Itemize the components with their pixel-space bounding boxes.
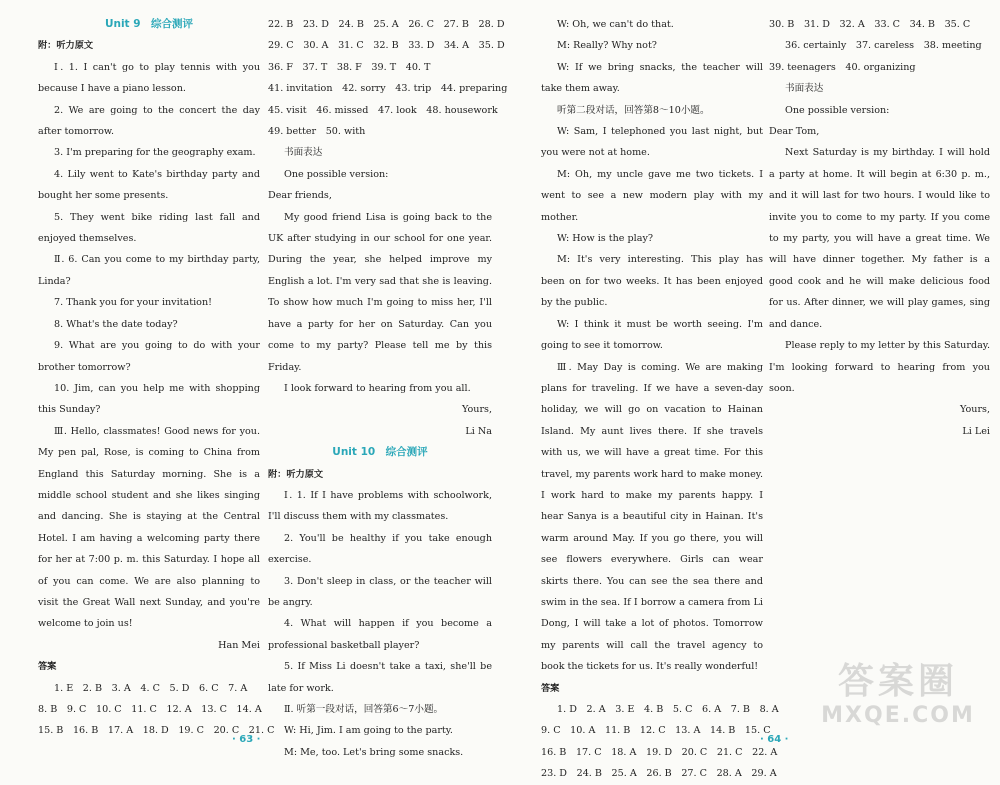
- unit10-title: Unit 10 综合测评: [332, 446, 428, 459]
- letter-yours: Yours,: [461, 404, 492, 416]
- u10-s2-intro: 听第二段对话，回答第8～10小题。: [557, 104, 710, 116]
- answer-row: 29. C 30. A 31. C 32. B 33. D 34. A 35. D: [268, 40, 505, 52]
- watermark-cn: 答案圈: [837, 661, 958, 702]
- answer-row: 39. teenagers 40. organizing: [769, 61, 916, 73]
- writing-heading: 书面表达: [785, 83, 824, 95]
- letter-closing-line: I look forward to hearing from you all.: [284, 382, 471, 394]
- u9-s3-signature: Han Mei: [218, 639, 260, 651]
- answer-row: 36. F 37. T 38. F 39. T 40. T: [268, 61, 431, 73]
- u9-s2-item: Ⅱ. 6. Can you come to my birthday party, Linda?: [38, 254, 260, 287]
- dialogue-line: M: Really? Why not?: [557, 40, 657, 52]
- u9-s2-item: 10. Jim, can you help me with shopping this Sunday?: [38, 382, 260, 416]
- u10-s1-item: 3. Don't sleep in class, or the teacher will be angry.: [268, 575, 492, 608]
- dialogue-line: W: Oh, we can't do that.: [557, 19, 674, 30]
- answer-row: 36. certainly 37. careless 38. meeting: [785, 40, 982, 52]
- letter-signature: Li Na: [465, 425, 492, 437]
- answer-row: 22. B 23. D 24. B 25. A 26. C 27. B 28. D: [268, 19, 505, 30]
- u10-s1-item: 2. You'll be healthy if you take enough exercise.: [268, 532, 492, 566]
- left-page-column-2: [268, 14, 508, 763]
- letter-body: My good friend Lisa is going back to the UK after studying in our school for one year. During the year, she helped improve my English a lot. I'm very sad that she is leaving. To show how much I'm going to miss her, I'll have a party for her on Saturday. Can you come to my party? Please tell me by this Friday.: [268, 211, 492, 373]
- dialogue-line: W: How is the play?: [557, 233, 654, 245]
- answer-row: 15. B 16. B 17. A 18. D 19. C 20. C 21. C: [38, 725, 275, 737]
- letter-greeting: Dear friends,: [268, 190, 332, 202]
- page-number-right: · 64 ·: [760, 734, 789, 745]
- letter-greeting: Dear Tom,: [769, 126, 820, 138]
- watermark-logo: [808, 661, 988, 741]
- dialogue-line: M: It's very interesting. This play has been on for two weeks. It has been enjoyed by the public.: [541, 254, 763, 309]
- answer-row: 23. D 24. B 25. A 26. B 27. C 28. A 29. A: [541, 768, 777, 780]
- dialogue-line: W: Sam, I telephoned you last night, but you were not at home.: [541, 126, 763, 159]
- u10-s1-item: 4. What will happen if you become a professional basketball player?: [268, 618, 492, 651]
- u10-s2-intro: Ⅱ. 听第一段对话，回答第6～7小题。: [284, 704, 444, 715]
- possible-version-label: One possible version:: [785, 104, 890, 116]
- watermark-en: MXQE.COM: [821, 703, 975, 728]
- tapescript-heading: 附：听力原文: [268, 468, 324, 480]
- u10-s1-item: 5. If Miss Li doesn't take a taxi, she'll be late for work.: [268, 661, 492, 694]
- u10-s3-passage: Ⅲ. May Day is coming. We are making plans for traveling. If we have a seven-day holiday, we will go on vacation to Hainan Island. My aunt lives there. If she travels with us, we will have a great time. For this travel, my parents work hard to make money. I work hard to make my parents happy. I hear Sanya is a beautiful city in Hainan. It's warm around May. If you go there, you will see flowers everywhere. Girls can wear skirts there. You can see the sea there and swim in the sea. If I borrow a camera from Li Dong, I will take a lot of photos. Tomorrow my parents will call the travel agency to book the tickets for us. It's really wonderful!: [541, 361, 763, 673]
- answer-row: 16. B 17. C 18. A 19. D 20. C 21. C 22. A: [541, 746, 778, 758]
- unit9-title: Unit 9 综合测评: [104, 18, 194, 30]
- answer-row: 1. E 2. B 3. A 4. C 5. D 6. C 7. A: [54, 682, 248, 694]
- answer-row: 1. D 2. A 3. E 4. B 5. C 6. A 7. B 8. A: [557, 704, 779, 715]
- left-page-column-1: [38, 14, 275, 742]
- page-number-left: · 63 ·: [232, 734, 261, 745]
- dialogue-line: M: Oh, my uncle gave me two tickets. I went to see a new modern play with my mother.: [541, 168, 763, 223]
- dialogue-line: M: Me, too. Let's bring some snacks.: [284, 746, 464, 758]
- dialogue-line: W: If we bring snacks, the teacher will take them away.: [541, 61, 763, 95]
- u9-s2-item: 8. What's the date today?: [54, 318, 178, 330]
- possible-version-label: One possible version:: [284, 168, 389, 180]
- answer-row: 8. B 9. C 10. C 11. C 12. A 13. C 14. A: [38, 704, 262, 715]
- u9-s3-passage: Ⅲ. Hello, classmates! Good news for you. My pen pal, Rose, is coming to China from England this Saturday morning. She is a middle school student and she likes singing and dancing. She is staying at the Central Hotel. I am having a welcoming party there for her at 7:00 p. m. this Saturday. I hope all of you can come. We are also planning to visit the Great Wall next Sunday, and you're welcome to join us!: [38, 425, 260, 630]
- u9-s1-item: 5. They went bike riding last fall and enjoyed themselves.: [38, 211, 260, 245]
- u9-s2-item: 7. Thank you for your invitation!: [54, 297, 212, 309]
- writing-heading: 书面表达: [284, 147, 323, 159]
- answers-heading: 答案: [541, 682, 560, 694]
- u9-s1-item: Ⅰ. 1. I can't go to play tennis with you because I have a piano lesson.: [38, 61, 260, 95]
- dialogue-line: W: Hi, Jim. I am going to the party.: [284, 725, 453, 737]
- u9-s1-item: 3. I'm preparing for the geography exam.: [54, 147, 256, 159]
- letter-closing-line: Please reply to my letter by this Saturday. I'm looking forward to hearing from you soon.: [769, 340, 990, 394]
- u10-s1-item: Ⅰ. 1. If I have problems with schoolwork, I'll discuss them with my classmates.: [268, 489, 492, 523]
- dialogue-line: W: I think it must be worth seeing. I'm going to see it tomorrow.: [541, 318, 763, 352]
- answer-row: 41. invitation 42. sorry 43. trip 44. preparing: [268, 83, 508, 95]
- letter-body: Next Saturday is my birthday. I will hold a party at home. It will begin at 6:30 p. m., and it will last for two hours. I would like to invite you to come to my party. If you come to my party, you will have a great time. We will have dinner together. My father is a good cook and he will make delicious food for us. After dinner, we will play games, sing and dance.: [769, 147, 990, 330]
- right-page-column-2: [769, 14, 990, 442]
- letter-yours: Yours,: [959, 404, 990, 416]
- u9-s2-item: 9. What are you going to do with your brother tomorrow?: [38, 340, 260, 373]
- answer-row: 30. B 31. D 32. A 33. C 34. B 35. C: [769, 19, 971, 30]
- letter-signature: Li Lei: [962, 425, 990, 437]
- tapescript-heading: 附：听力原文: [38, 40, 94, 52]
- u9-s1-item: 2. We are going to the concert the day after tomorrow.: [38, 104, 260, 138]
- u9-s1-item: 4. Lily went to Kate's birthday party and bought her some presents.: [38, 168, 260, 202]
- answer-row: 45. visit 46. missed 47. look 48. housework: [268, 104, 498, 116]
- answer-row: 9. C 10. A 11. B 12. C 13. A 14. B 15. C: [541, 725, 771, 737]
- answers-heading: 答案: [38, 661, 57, 673]
- answer-row: 49. better 50. with: [268, 126, 366, 138]
